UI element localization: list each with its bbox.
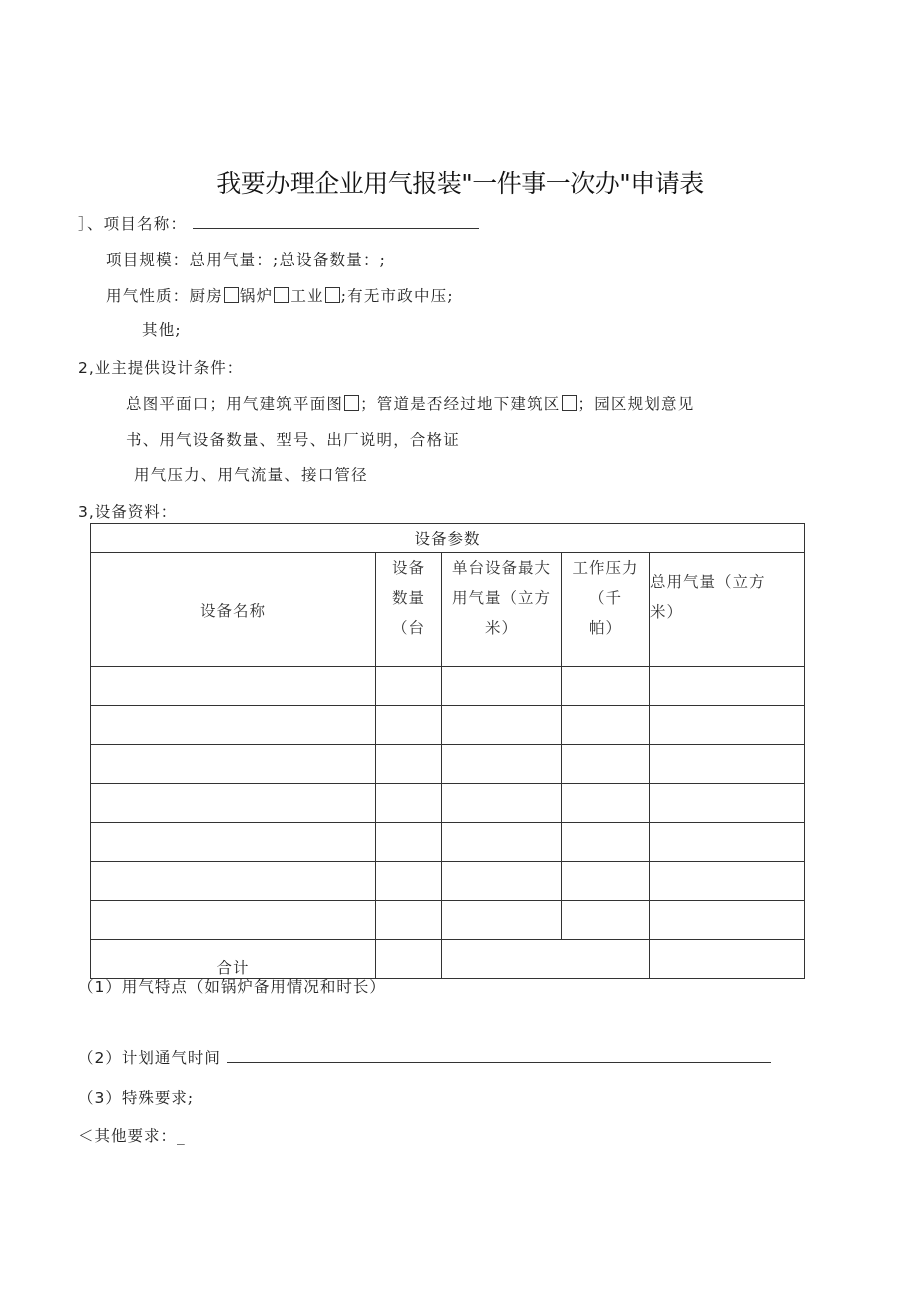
- gas-nature-row: [106, 284, 454, 306]
- table-row: [91, 706, 805, 745]
- table-cell[interactable]: [442, 862, 562, 901]
- ventilation-time-field[interactable]: [227, 1048, 771, 1063]
- section1-prefix: ］、: [78, 215, 104, 233]
- note-1-text: 用气特点（如锅炉备用情况和时长）: [121, 978, 386, 996]
- park-plan-text: ；园区规划意见: [577, 395, 695, 413]
- table-cell[interactable]: [376, 901, 442, 940]
- col-total-gas-line: 米）: [650, 603, 684, 621]
- col-pressure-line: （千: [588, 589, 622, 607]
- col-equipment-name: [91, 553, 376, 667]
- col-max-gas-line: 单台设备最大: [451, 559, 551, 577]
- table-cell[interactable]: [376, 823, 442, 862]
- col-quantity-line: 数量: [391, 589, 425, 607]
- underground-text: ；管道是否经过地下建筑区: [360, 395, 561, 413]
- building-plan-checkbox[interactable]: [344, 395, 359, 411]
- table-cell[interactable]: [91, 667, 376, 706]
- table-cell[interactable]: [562, 667, 650, 706]
- total-equipment-label: ;总设备数量：: [273, 251, 380, 269]
- industry-checkbox[interactable]: [325, 287, 340, 303]
- total-gas-label: 总用气量：: [189, 251, 274, 269]
- table-cell[interactable]: [562, 862, 650, 901]
- note-4-text: 其他要求：_: [94, 1127, 186, 1145]
- note-2-number: （2）: [78, 1049, 122, 1067]
- table-row: [91, 823, 805, 862]
- table-cell[interactable]: [442, 823, 562, 862]
- col-pressure-line: 帕）: [588, 619, 622, 637]
- table-cell[interactable]: [650, 745, 805, 784]
- table-cell[interactable]: [650, 823, 805, 862]
- section3-heading: [78, 500, 177, 522]
- project-name-label: 项目名称：: [103, 215, 188, 233]
- table-cell[interactable]: [376, 745, 442, 784]
- table-row: [91, 745, 805, 784]
- table-cell[interactable]: [91, 862, 376, 901]
- table-cell[interactable]: [376, 706, 442, 745]
- page-title: 我要办理企业用气报装"一件事一次办"申请表: [216, 169, 704, 198]
- table-cell[interactable]: [562, 901, 650, 940]
- note-3: [78, 1086, 194, 1108]
- col-pressure-line: 工作压力: [572, 559, 639, 577]
- table-cell[interactable]: [91, 823, 376, 862]
- col-max-gas-line: 米）: [484, 619, 518, 637]
- note-2-text: 计划通气时间: [121, 1049, 221, 1067]
- equipment-table: [90, 523, 805, 979]
- project-name-field[interactable]: [193, 214, 479, 229]
- table-cell[interactable]: [650, 901, 805, 940]
- nature-label: 用气性质：: [106, 287, 190, 305]
- col-quantity-line: 设备: [391, 559, 425, 577]
- table-cell[interactable]: [650, 784, 805, 823]
- table-row: [91, 784, 805, 823]
- section2-heading: [78, 356, 243, 378]
- note-3-number: （3）: [78, 1089, 122, 1107]
- col-quantity: [376, 553, 442, 667]
- table-cell[interactable]: [376, 862, 442, 901]
- note-4-prefix: ＜: [78, 1127, 95, 1145]
- scale-end: ;: [379, 251, 387, 269]
- kitchen-checkbox[interactable]: [224, 287, 239, 303]
- table-caption: 设备参数: [91, 524, 805, 553]
- scale-label: 项目规模：: [106, 251, 190, 269]
- project-name-row: [78, 212, 479, 234]
- nature-industry-label: 工业: [290, 287, 324, 305]
- design-conditions-line1: [126, 392, 694, 414]
- total-row: [91, 940, 805, 979]
- note-2: [78, 1046, 771, 1068]
- boiler-checkbox[interactable]: [274, 287, 289, 303]
- other-nature-label: 其他;: [142, 321, 182, 339]
- total-label: 合计: [216, 959, 250, 977]
- design-conditions-line3: 用气压力、用气流量、接口管径: [134, 466, 368, 484]
- design-conditions-line2: 书、用气设备数量、型号、出厂说明，合格证: [126, 431, 461, 449]
- table-cell[interactable]: [442, 667, 562, 706]
- col-quantity-line: （台: [391, 619, 425, 637]
- nature-boiler-label: 锅炉: [239, 287, 274, 305]
- col-working-pressure: [562, 553, 650, 667]
- underground-checkbox[interactable]: [562, 395, 577, 411]
- table-cell[interactable]: [562, 823, 650, 862]
- col-total-gas: [650, 553, 805, 667]
- note-4: [78, 1124, 186, 1146]
- section3-heading-text: 设备资料：: [94, 503, 178, 521]
- table-row: [91, 862, 805, 901]
- table-cell[interactable]: [376, 784, 442, 823]
- col-max-gas-line: 用气量（立方: [451, 589, 551, 607]
- table-cell[interactable]: [91, 901, 376, 940]
- total-label-cell: [91, 940, 376, 979]
- col-total-gas-line: 总用气量（立方: [650, 573, 766, 591]
- table-cell[interactable]: [91, 784, 376, 823]
- table-cell[interactable]: [650, 862, 805, 901]
- table-cell[interactable]: [442, 745, 562, 784]
- table-row: [91, 901, 805, 940]
- table-cell[interactable]: [562, 745, 650, 784]
- section2-heading-text: 业主提供设计条件：: [94, 359, 244, 377]
- table-cell[interactable]: [91, 706, 376, 745]
- section3-number: 3,: [78, 503, 95, 521]
- col-max-gas: [442, 553, 562, 667]
- general-plan-text: 总图平面口；用气建筑平面图: [126, 395, 344, 413]
- table-cell[interactable]: [442, 706, 562, 745]
- total-gas-cell[interactable]: [650, 940, 805, 979]
- table-cell[interactable]: [376, 667, 442, 706]
- note-3-text: 特殊要求;: [121, 1089, 195, 1107]
- section2-number: 2,: [78, 359, 95, 377]
- table-cell[interactable]: [650, 706, 805, 745]
- table-cell[interactable]: [442, 784, 562, 823]
- note-1-number: （1）: [78, 978, 122, 996]
- nature-kitchen-label: 厨房: [189, 287, 223, 305]
- table-cell[interactable]: [562, 784, 650, 823]
- total-quantity-cell[interactable]: [376, 940, 442, 979]
- total-merged-cell[interactable]: [442, 940, 650, 979]
- municipal-pressure-label: ;有无市政中压;: [340, 287, 454, 305]
- table-cell[interactable]: [562, 706, 650, 745]
- project-scale-row: [106, 248, 386, 270]
- table-cell[interactable]: [91, 745, 376, 784]
- col-equipment-name-label: 设备名称: [199, 601, 266, 620]
- note-1: [78, 975, 386, 997]
- table-row: [91, 667, 805, 706]
- table-cell[interactable]: [442, 901, 562, 940]
- table-cell[interactable]: [650, 667, 805, 706]
